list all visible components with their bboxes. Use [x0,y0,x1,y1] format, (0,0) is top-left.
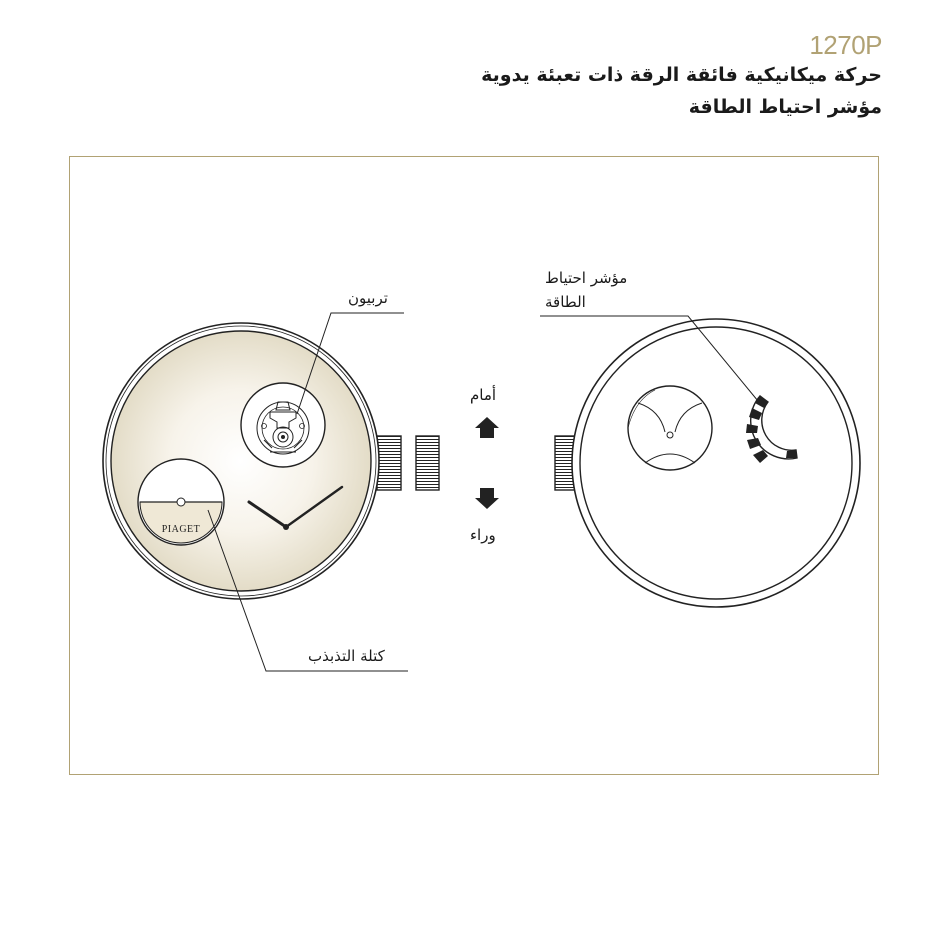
title-line-2: مؤشر احتياط الطاقة [688,96,882,118]
model-number: 1270P [809,30,882,60]
front-dial [111,331,371,591]
back-balance-window [628,386,712,470]
logo-subdial [138,459,224,545]
tourbillon-aperture [241,383,325,467]
front-label: أمام [470,386,497,404]
power-reserve-label-line2: الطاقة [545,293,586,311]
oscillating-weight-label: كتلة التذبذب [308,647,385,665]
back-arrow-icon [475,488,499,509]
front-watch [103,313,408,671]
power-reserve-label-line1: مؤشر احتياط [545,269,628,287]
back-label: وراء [470,526,496,544]
front-crown [377,436,401,490]
title-line-1: حركة ميكانيكية فائقة الرقة ذات تعبئة يدوية [481,64,882,86]
middle-crown [416,436,439,490]
front-arrow-icon [475,417,499,438]
back-watch [540,316,860,607]
back-case-inner [580,327,852,599]
tourbillon-label: تربيون [348,289,388,307]
piaget-logo: PIAGET [161,524,201,535]
